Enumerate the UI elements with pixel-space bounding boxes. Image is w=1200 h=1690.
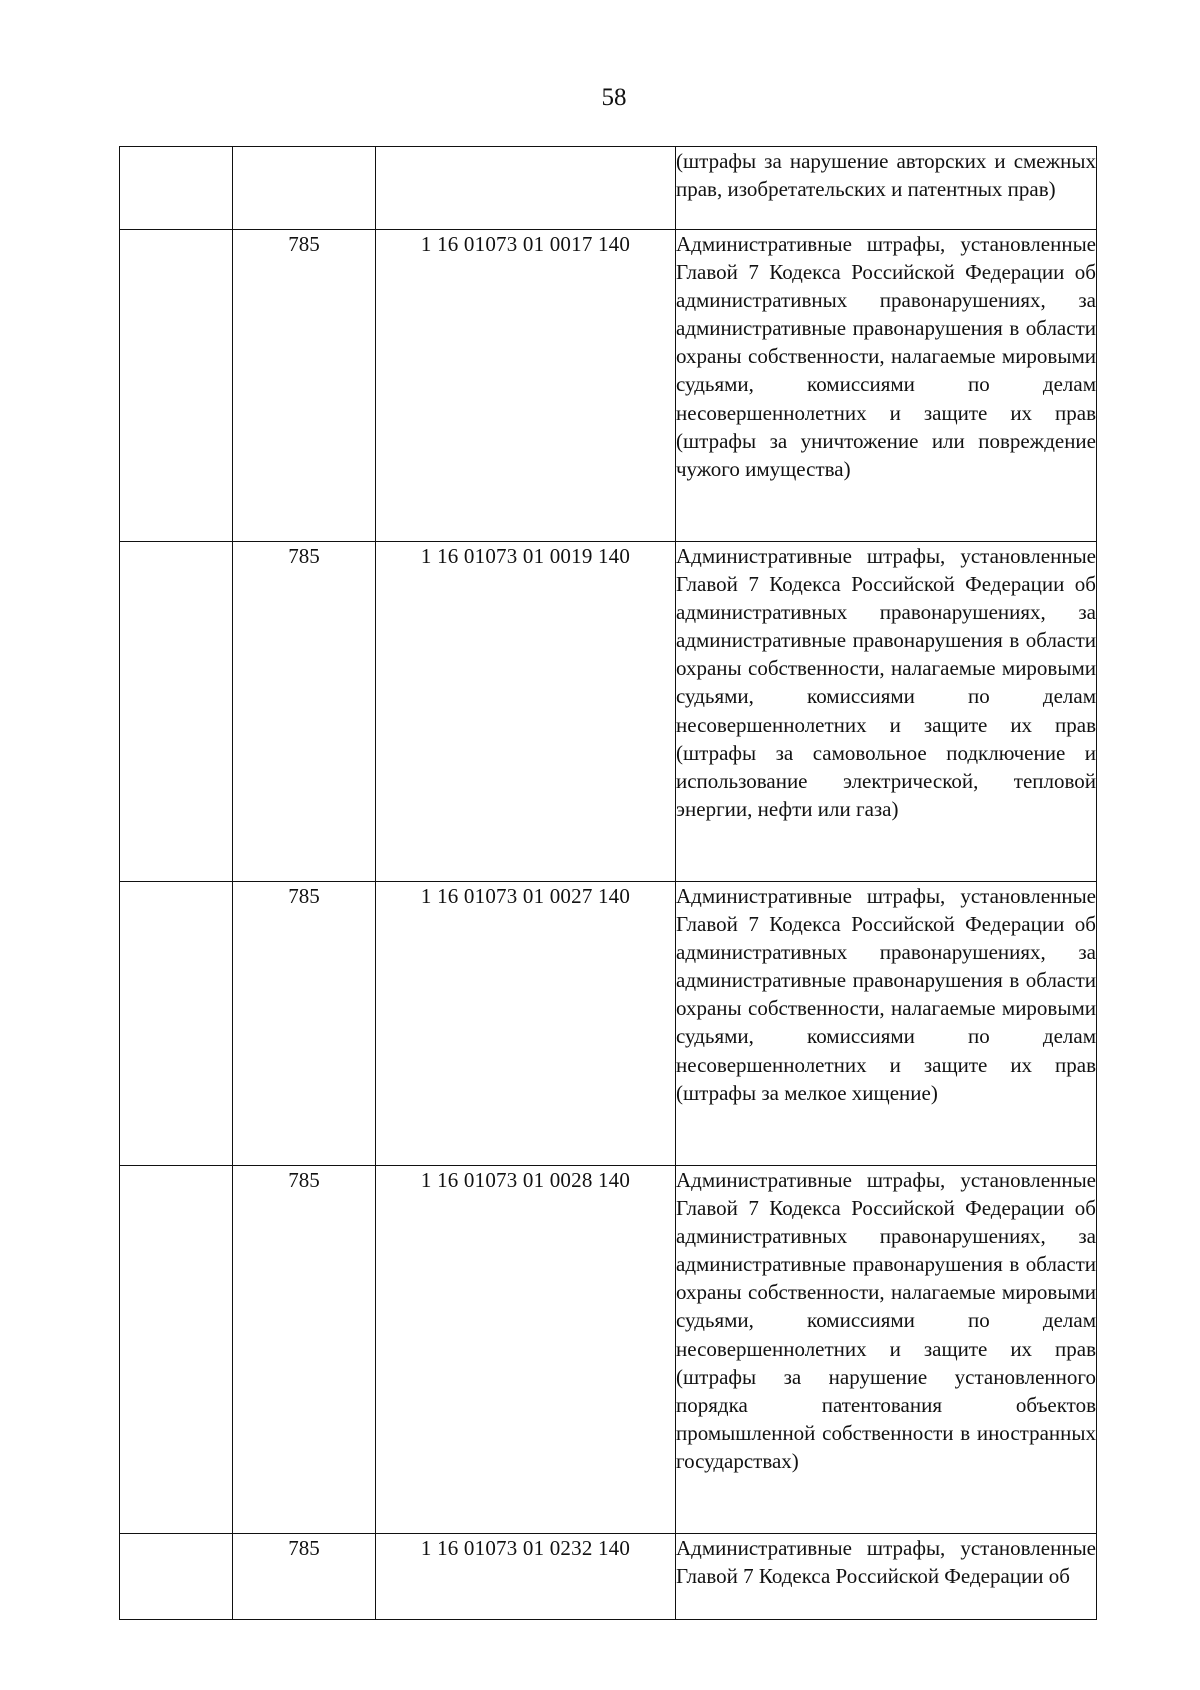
empty-cell xyxy=(120,882,233,1166)
budget-code-cell: 1 16 01073 01 0027 140 xyxy=(376,882,676,1166)
table-row xyxy=(120,542,1097,882)
description-cell: Административные штрафы, установленные Главой 7 Кодекса Российской Федерации об административных правонарушениях, за административные правонарушения в области охраны собственности, налагаемые мировыми судьями, комиссиями по делам несовершеннолетних и защите их прав (штрафы за мелкое хищение) xyxy=(676,882,1097,1166)
admin-code-cell: 785 xyxy=(233,1166,376,1534)
table-row xyxy=(120,1534,1097,1620)
empty-cell xyxy=(120,1166,233,1534)
budget-code-cell: 1 16 01073 01 0232 140 xyxy=(376,1534,676,1620)
empty-cell xyxy=(120,147,233,230)
table-row xyxy=(120,882,1097,1166)
empty-cell xyxy=(120,542,233,882)
admin-code-cell: 785 xyxy=(233,542,376,882)
admin-code-cell: 785 xyxy=(233,230,376,542)
table-row xyxy=(120,1166,1097,1534)
table-row xyxy=(120,230,1097,542)
admin-code-cell: 785 xyxy=(233,882,376,1166)
budget-code-cell: 1 16 01073 01 0028 140 xyxy=(376,1166,676,1534)
empty-cell xyxy=(120,1534,233,1620)
budget-code-cell xyxy=(376,147,676,230)
budget-code-cell: 1 16 01073 01 0019 140 xyxy=(376,542,676,882)
budget-classification-table xyxy=(119,146,1097,1620)
budget-code-cell: 1 16 01073 01 0017 140 xyxy=(376,230,676,542)
description-cell: Административные штрафы, установленные Главой 7 Кодекса Российской Федерации об административных правонарушениях, за административные правонарушения в области охраны собственности, налагаемые мировыми судьями, комиссиями по делам несовершеннолетних и защите их прав (штрафы за нарушение установленного порядка патентования объектов промышленной собственности в иностранных государствах) xyxy=(676,1166,1097,1534)
admin-code-cell: 785 xyxy=(233,1534,376,1620)
description-cell: Административные штрафы, установленные Главой 7 Кодекса Российской Федерации об административных правонарушениях, за административные правонарушения в области охраны собственности, налагаемые мировыми судьями, комиссиями по делам несовершеннолетних и защите их прав (штрафы за уничтожение или повреждение чужого имущества) xyxy=(676,230,1097,542)
description-cell: Административные штрафы, установленные Главой 7 Кодекса Российской Федерации об xyxy=(676,1534,1097,1620)
description-cell: (штрафы за нарушение авторских и смежных прав, изобретательских и патентных прав) xyxy=(676,147,1097,230)
table-row xyxy=(120,147,1097,230)
description-cell: Административные штрафы, установленные Главой 7 Кодекса Российской Федерации об административных правонарушениях, за административные правонарушения в области охраны собственности, налагаемые мировыми судьями, комиссиями по делам несовершеннолетних и защите их прав (штрафы за самовольное подключение и использование электрической, тепловой энергии, нефти или газа) xyxy=(676,542,1097,882)
page-number: 58 xyxy=(601,84,627,111)
admin-code-cell xyxy=(233,147,376,230)
empty-cell xyxy=(120,230,233,542)
